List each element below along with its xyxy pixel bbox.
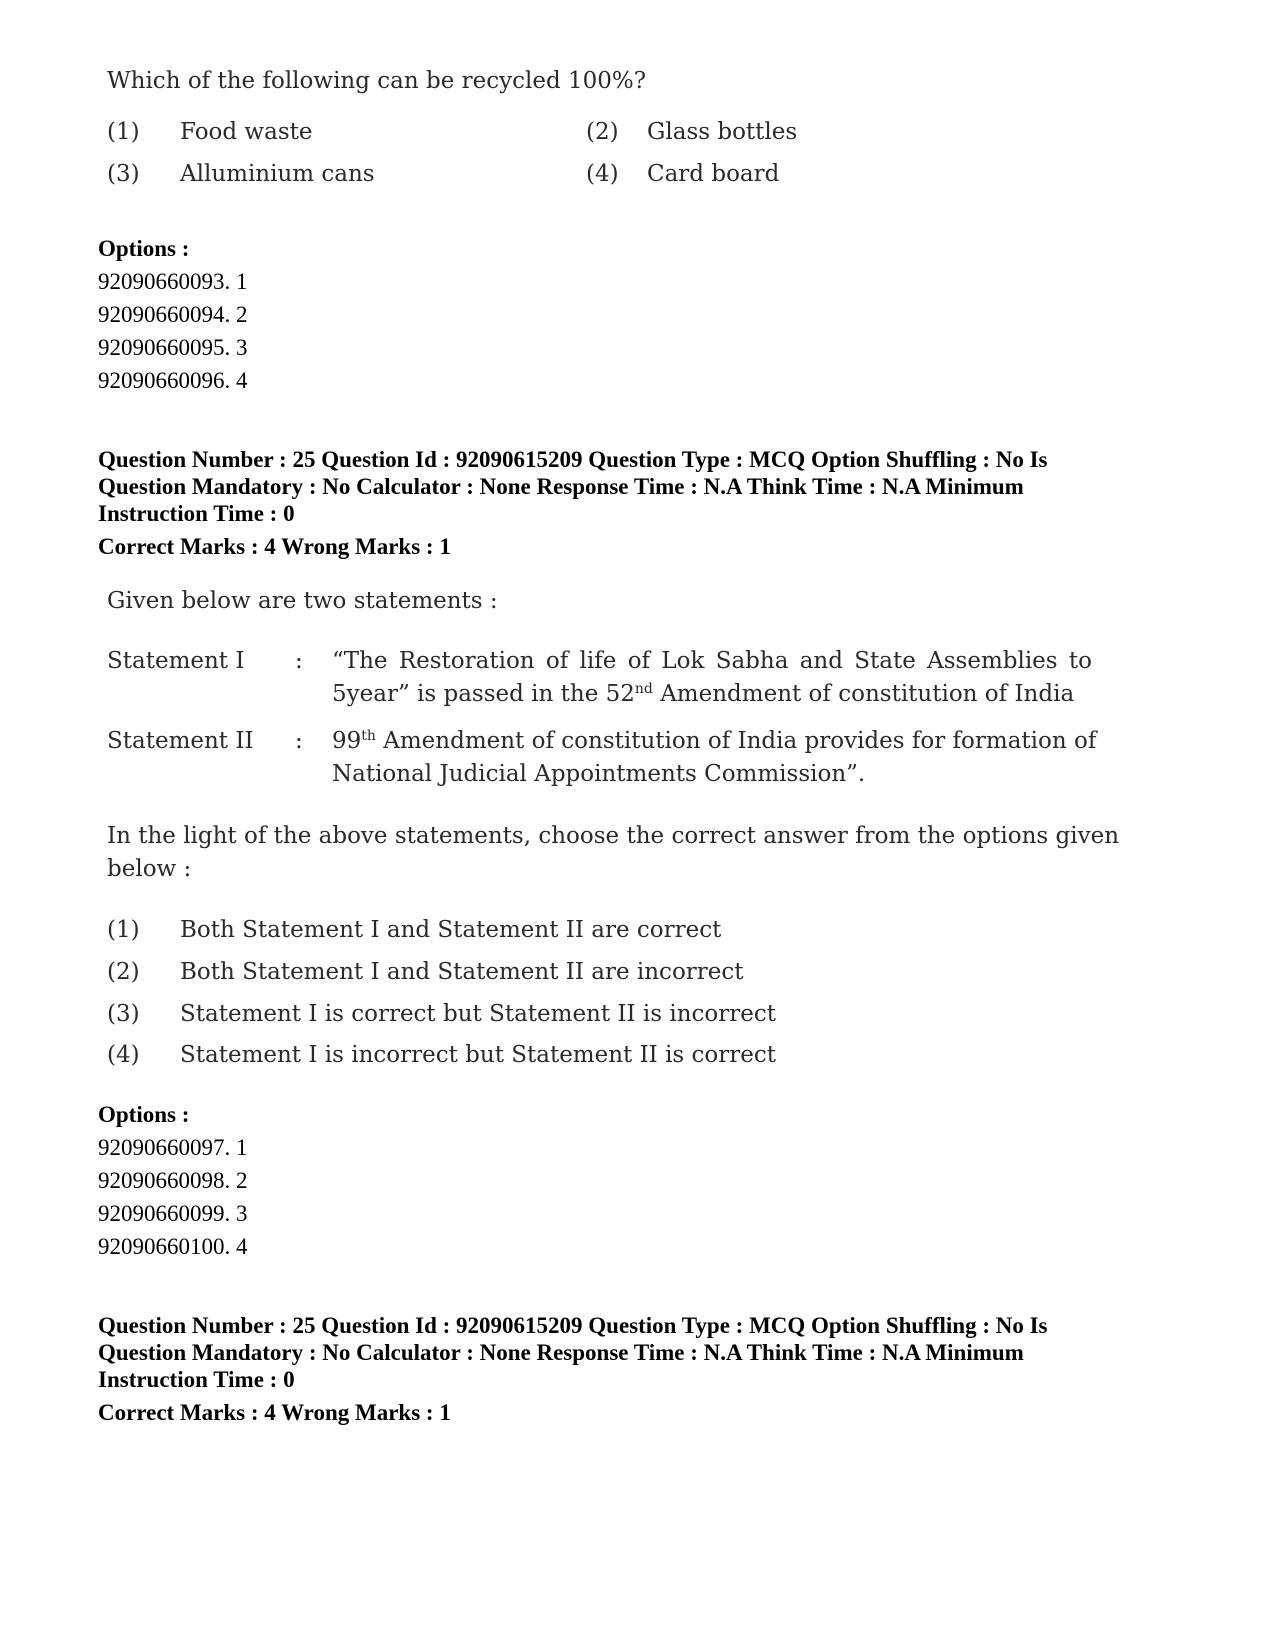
- options-label: Options :: [98, 236, 190, 261]
- option-item: 92090660099. 3: [98, 1201, 248, 1226]
- choice-number: (2): [586, 119, 619, 145]
- question-meta-line: Question Number : 25 Question Id : 92090615209 Question Type : MCQ Option Shuffling : No Is: [98, 1313, 1048, 1338]
- question-meta-line: Instruction Time : 0: [98, 501, 295, 526]
- instruction-text: In the light of the above statements, choose the correct answer from the options given: [107, 823, 1120, 849]
- statement-text: 5year” is passed in the 52nd Amendment of constitution of India: [332, 681, 1075, 707]
- options-label: Options :: [98, 1102, 190, 1127]
- choice-number: (4): [107, 1042, 140, 1068]
- question-meta-line: Question Number : 25 Question Id : 92090615209 Question Type : MCQ Option Shuffling : No Is: [98, 447, 1048, 472]
- choice-text: Alluminium cans: [180, 161, 375, 187]
- statement-text: “The Restoration of life of Lok Sabha and State Assemblies to: [332, 648, 1092, 674]
- statement-text: 99th Amendment of constitution of India provides for formation of: [332, 728, 1097, 754]
- option-item: 92090660096. 4: [98, 368, 248, 393]
- choice-text: Glass bottles: [647, 119, 798, 145]
- choice-text: Food waste: [180, 119, 313, 145]
- statement-label: Statement II: [107, 728, 254, 754]
- choice-number: (2): [107, 959, 140, 985]
- option-item: 92090660095. 3: [98, 335, 248, 360]
- choice-text: Statement I is incorrect but Statement II is correct: [180, 1042, 777, 1068]
- choice-text: Both Statement I and Statement II are correct: [180, 917, 722, 943]
- statement-colon: :: [295, 728, 303, 754]
- choice-number: (3): [107, 1001, 140, 1027]
- marks-line: Correct Marks : 4 Wrong Marks : 1: [98, 1400, 451, 1425]
- question-text: Which of the following can be recycled 100%?: [107, 68, 647, 94]
- choice-text: Card board: [647, 161, 780, 187]
- statement-text: National Judicial Appointments Commission”.: [332, 761, 866, 787]
- option-item: 92090660094. 2: [98, 302, 248, 327]
- choice-number: (3): [107, 161, 140, 187]
- question-intro: Given below are two statements :: [107, 588, 498, 614]
- marks-line: Correct Marks : 4 Wrong Marks : 1: [98, 534, 451, 559]
- option-item: 92090660093. 1: [98, 269, 248, 294]
- question-meta-line: Instruction Time : 0: [98, 1367, 295, 1392]
- statement-colon: :: [295, 648, 303, 674]
- question-meta-line: Question Mandatory : No Calculator : None Response Time : N.A Think Time : N.A Minimum: [98, 474, 1024, 499]
- choice-text: Both Statement I and Statement II are incorrect: [180, 959, 744, 985]
- choice-number: (4): [586, 161, 619, 187]
- question-meta-line: Question Mandatory : No Calculator : None Response Time : N.A Think Time : N.A Minimum: [98, 1340, 1024, 1365]
- choice-text: Statement I is correct but Statement II is incorrect: [180, 1001, 777, 1027]
- option-item: 92090660098. 2: [98, 1168, 248, 1193]
- choice-number: (1): [107, 917, 140, 943]
- option-item: 92090660100. 4: [98, 1234, 248, 1259]
- statement-label: Statement I: [107, 648, 245, 674]
- instruction-text: below :: [107, 856, 192, 882]
- option-item: 92090660097. 1: [98, 1135, 248, 1160]
- choice-number: (1): [107, 119, 140, 145]
